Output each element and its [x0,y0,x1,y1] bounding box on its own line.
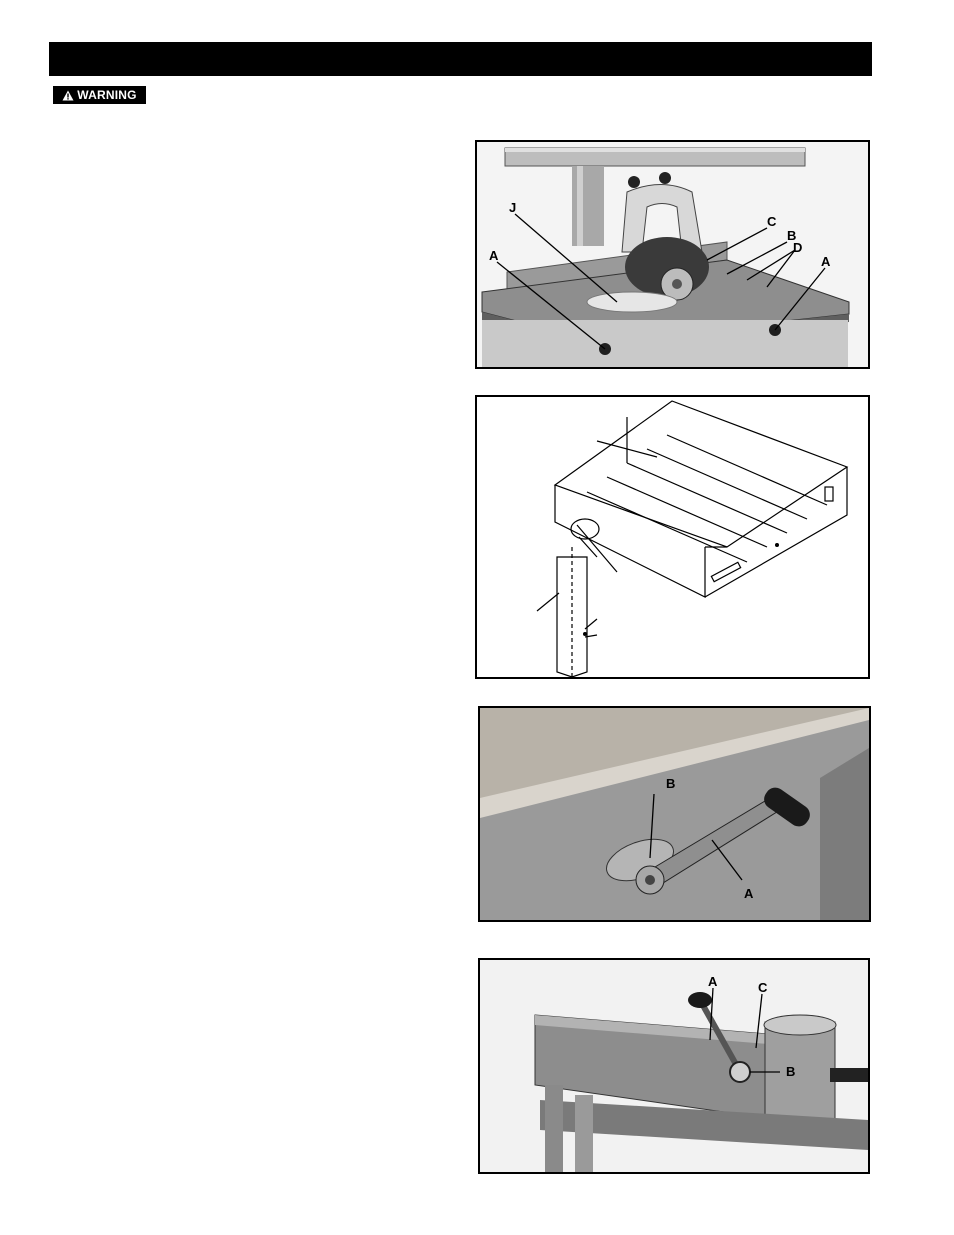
callout-a: A [744,886,754,901]
figure-saw-table-photo [475,140,870,369]
callout-c: C [767,214,777,229]
section-header-bar [49,42,872,76]
figure-cabinet-line-drawing [475,395,870,679]
warning-triangle-icon [62,90,74,101]
callout-b: B [666,776,676,791]
figure-crank-handle-photo [478,706,871,922]
callout-c: C [758,980,768,995]
callout-j: J [509,200,517,215]
callout-a: A [708,974,718,989]
figure-arm-lock-photo [478,958,870,1174]
callout-a-left: A [489,248,499,263]
warning-label: WARNING [77,88,137,102]
callout-a-right: A [821,254,831,269]
warning-badge [53,86,146,104]
callout-b: B [787,228,797,243]
callout-d: D [793,240,803,255]
callout-b: B [786,1064,796,1079]
